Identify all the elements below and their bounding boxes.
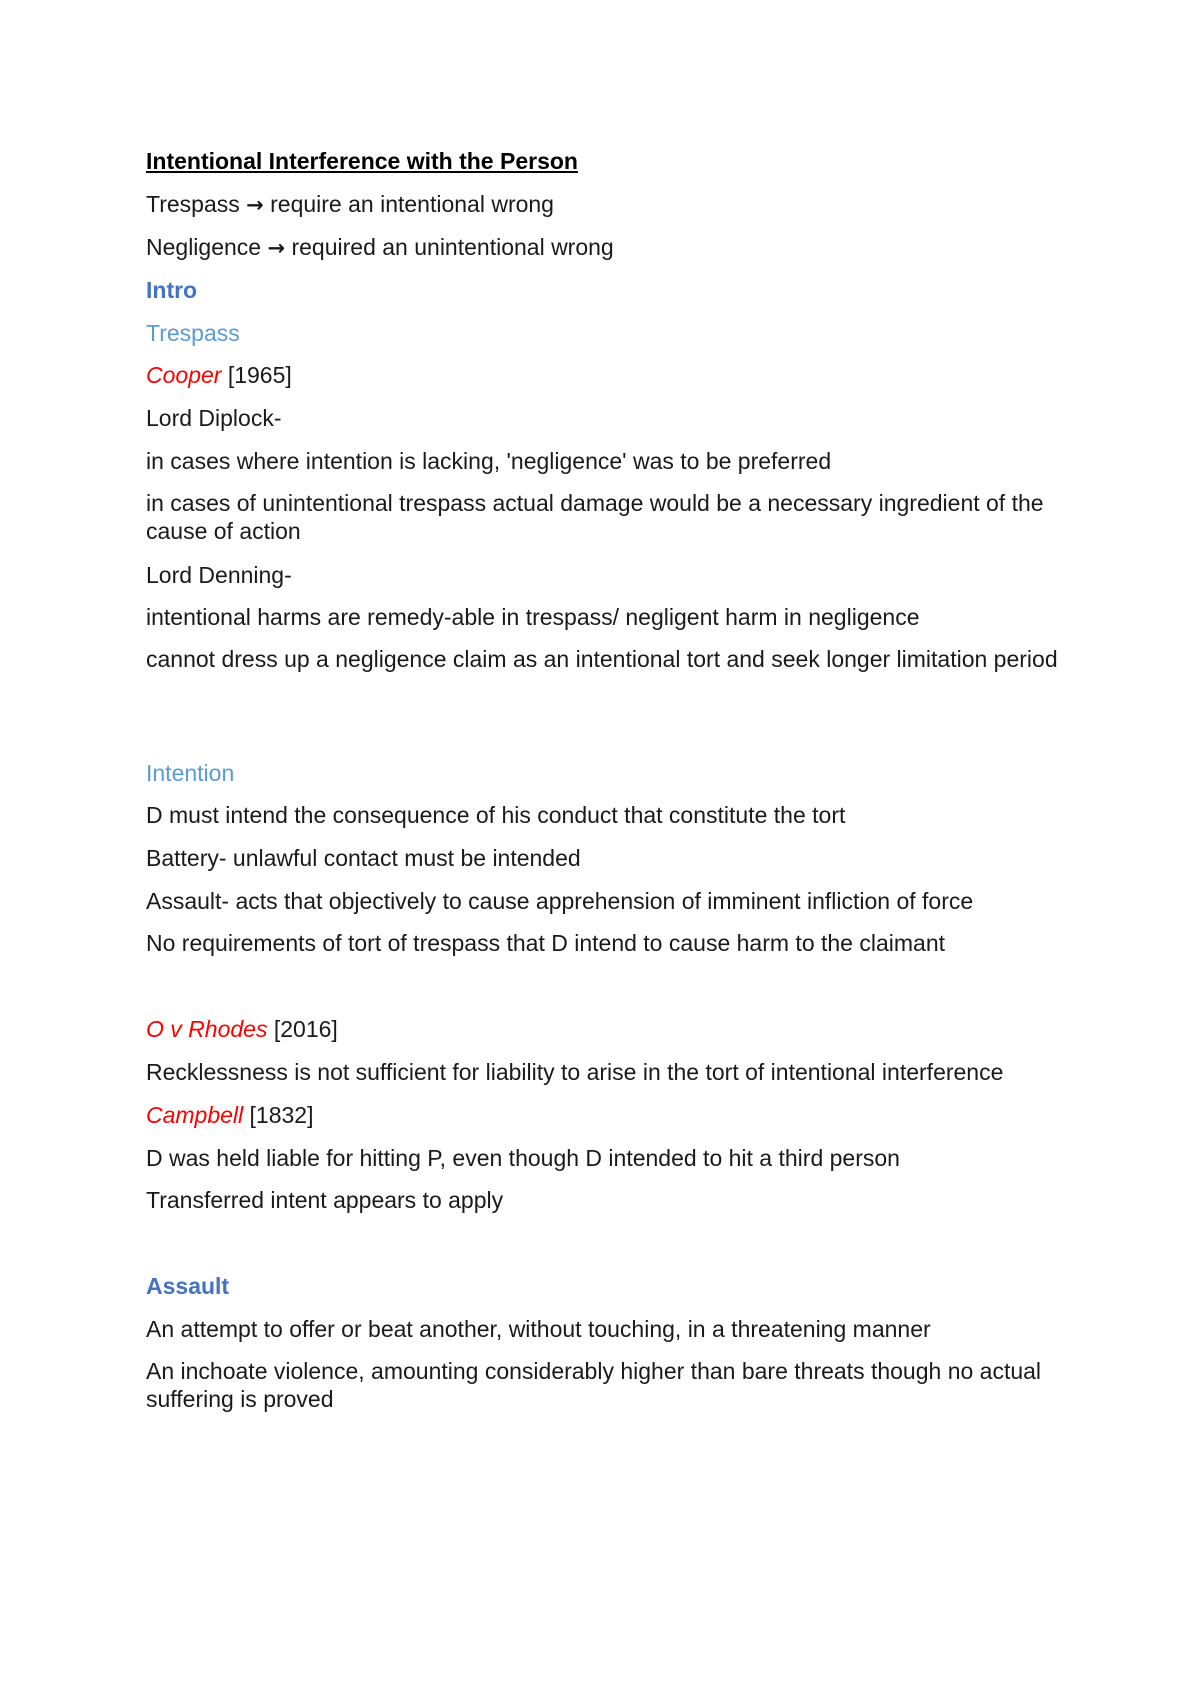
case-name: Campbell <box>146 1102 244 1128</box>
paragraph: No requirements of tort of trespass that D intend to cause harm to the claimant <box>146 930 946 956</box>
right-arrow-icon: → <box>246 193 264 217</box>
definition-text: required an unintentional wrong <box>291 234 614 260</box>
definition-text: require an intentional wrong <box>270 191 554 217</box>
paragraph: An attempt to offer or beat another, without touching, in a threatening manner <box>146 1316 931 1342</box>
paragraph: Lord Diplock- <box>146 405 282 431</box>
case-citation-cooper <box>146 360 292 390</box>
paragraph: in cases of unintentional trespass actual damage would be a necessary ingredient of the cause of action <box>146 490 1044 544</box>
paragraph: Assault- acts that objectively to cause apprehension of imminent infliction of force <box>146 888 974 914</box>
paragraph: Battery- unlawful contact must be intended <box>146 845 581 871</box>
term: Negligence <box>146 234 262 260</box>
paragraph: D was held liable for hitting P, even though D intended to hit a third person <box>146 1145 900 1171</box>
paragraph: D must intend the consequence of his conduct that constitute the tort <box>146 802 846 828</box>
document-title: Intentional Interference with the Person <box>146 148 578 174</box>
case-citation-campbell <box>146 1100 314 1130</box>
definition-trespass <box>146 189 554 220</box>
paragraph: intentional harms are remedy-able in trespass/ negligent harm in negligence <box>146 604 920 630</box>
case-year: [2016] <box>273 1016 338 1042</box>
paragraph: Lord Denning- <box>146 562 292 588</box>
paragraph: Recklessness is not sufficient for liability to arise in the tort of intentional interference <box>146 1059 1004 1085</box>
case-year: [1965] <box>227 362 292 388</box>
right-arrow-icon: → <box>267 236 286 260</box>
paragraph: cannot dress up a negligence claim as an intentional tort and seek longer limitation period <box>146 646 1058 672</box>
definition-negligence <box>146 232 614 263</box>
case-name: O v Rhodes <box>146 1016 268 1042</box>
case-name: Cooper <box>146 362 222 388</box>
case-citation-o-v-rhodes <box>146 1014 338 1044</box>
subheading-intention: Intention <box>146 760 235 786</box>
paragraph: Transferred intent appears to apply <box>146 1187 504 1213</box>
term: Trespass <box>146 191 240 217</box>
heading-intro: Intro <box>146 277 198 303</box>
subheading-trespass: Trespass <box>146 320 240 346</box>
case-year: [1832] <box>249 1102 314 1128</box>
paragraph: in cases where intention is lacking, 'negligence' was to be preferred <box>146 448 832 474</box>
heading-assault: Assault <box>146 1273 230 1299</box>
paragraph: An inchoate violence, amounting considerably higher than bare threats though no actual suffering is proved <box>146 1358 1042 1412</box>
